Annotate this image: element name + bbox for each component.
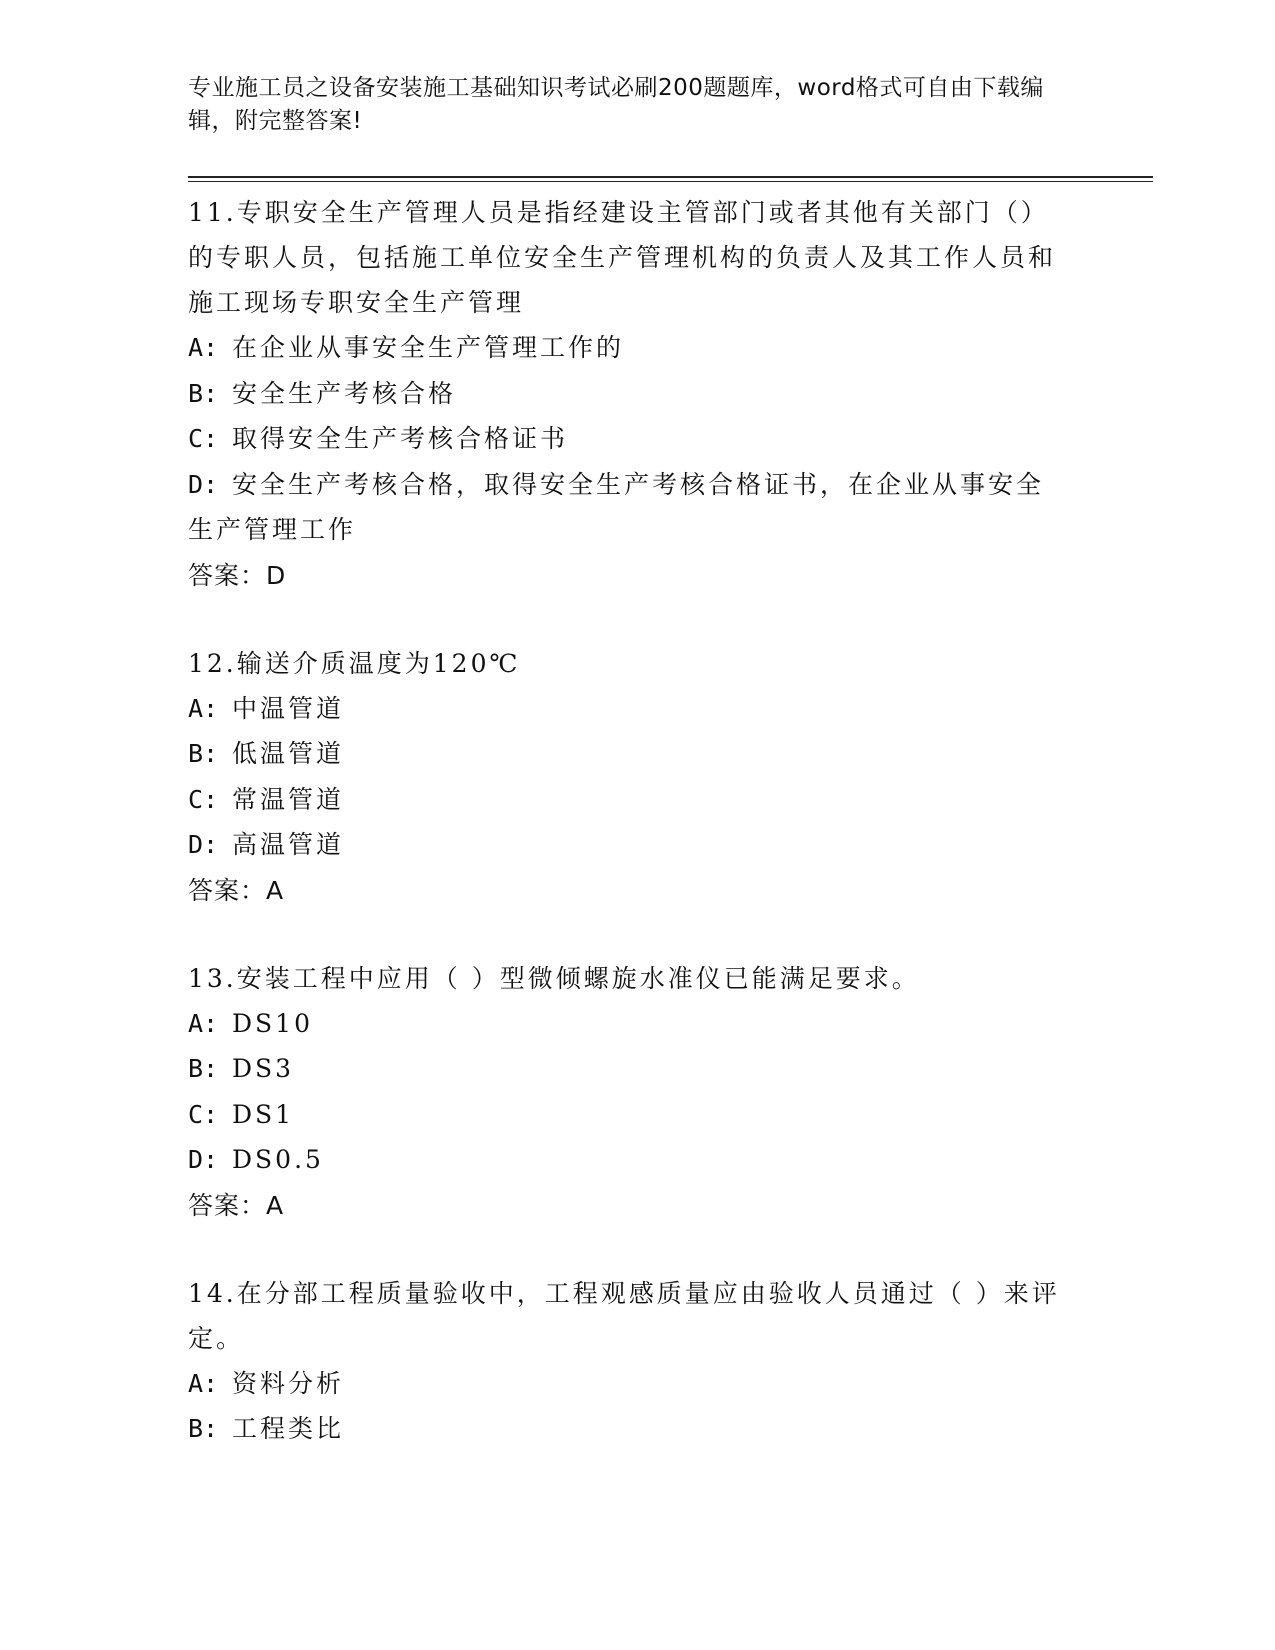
- question-12: [188, 641, 1068, 913]
- option-key: C:: [188, 1099, 219, 1129]
- option-a: [188, 325, 1068, 371]
- question-text: 11.专职安全生产管理人员是指经建设主管部门或者其他有关部门（）的专职人员，包括施工单位安全生产管理机构的负责人及其工作人员和施工现场专职安全生产管理: [188, 198, 1057, 317]
- option-c: [188, 1092, 1068, 1138]
- document-title: 专业施工员之设备安装施工基础知识考试必刷200题题库，word格式可自由下载编辑，附完整答案!: [188, 75, 1044, 134]
- question-14: [188, 1271, 1068, 1452]
- option-text: 资料分析: [232, 1368, 345, 1398]
- option-text: 工程类比: [232, 1414, 345, 1443]
- question-13: [188, 956, 1068, 1228]
- option-text: DS3: [232, 1054, 295, 1083]
- option-text: 在企业从事安全生产管理工作的: [232, 333, 625, 362]
- option-text: 安全生产考核合格: [232, 378, 457, 408]
- option-c: [188, 416, 1068, 462]
- option-key: D:: [188, 1145, 219, 1174]
- option-text: DS0.5: [232, 1145, 324, 1174]
- option-key: B:: [188, 378, 219, 408]
- option-a: [188, 1001, 1068, 1047]
- option-key: D:: [188, 830, 219, 859]
- option-key: A:: [188, 333, 219, 362]
- document-header: [188, 72, 1088, 138]
- question-list: [188, 190, 1068, 1495]
- option-a: [188, 1361, 1068, 1407]
- option-d: [188, 1137, 1068, 1183]
- option-b: [188, 1406, 1068, 1452]
- option-key: A:: [188, 693, 219, 723]
- option-text: 中温管道: [232, 693, 345, 723]
- option-text: 取得安全生产考核合格证书: [232, 424, 569, 453]
- header-divider-thin: [188, 181, 1153, 182]
- option-d: [188, 462, 1068, 553]
- question-11: [188, 190, 1068, 598]
- option-key: A:: [188, 1008, 219, 1038]
- header-divider: [188, 176, 1153, 178]
- answer-text: 答案：A: [188, 1190, 285, 1220]
- option-text: 安全生产考核合格，取得安全生产考核合格证书，在企业从事安全生产管理工作: [188, 469, 1045, 544]
- option-key: C:: [188, 424, 219, 453]
- option-key: A:: [188, 1368, 219, 1398]
- option-c: [188, 777, 1068, 823]
- option-a: [188, 686, 1068, 732]
- option-key: D:: [188, 469, 219, 499]
- question-text: 12.输送介质温度为120℃: [188, 648, 521, 678]
- question-text: 14.在分部工程质量验收中，工程观感质量应由验收人员通过（ ）来评定。: [188, 1278, 1060, 1353]
- option-text: DS1: [232, 1099, 295, 1129]
- option-key: C:: [188, 784, 219, 814]
- option-d: [188, 822, 1068, 868]
- option-text: 常温管道: [232, 784, 345, 814]
- option-key: B:: [188, 1414, 219, 1443]
- answer-text: 答案：A: [188, 875, 285, 905]
- option-b: [188, 1046, 1068, 1092]
- question-text: 13.安装工程中应用（ ）型微倾螺旋水准仪已能满足要求。: [188, 963, 920, 993]
- option-b: [188, 731, 1068, 777]
- option-text: 低温管道: [232, 739, 345, 768]
- answer-text: 答案：D: [188, 560, 287, 590]
- option-text: 高温管道: [232, 830, 345, 859]
- option-key: B:: [188, 739, 219, 768]
- option-key: B:: [188, 1054, 219, 1083]
- option-b: [188, 371, 1068, 417]
- option-text: DS10: [232, 1008, 313, 1038]
